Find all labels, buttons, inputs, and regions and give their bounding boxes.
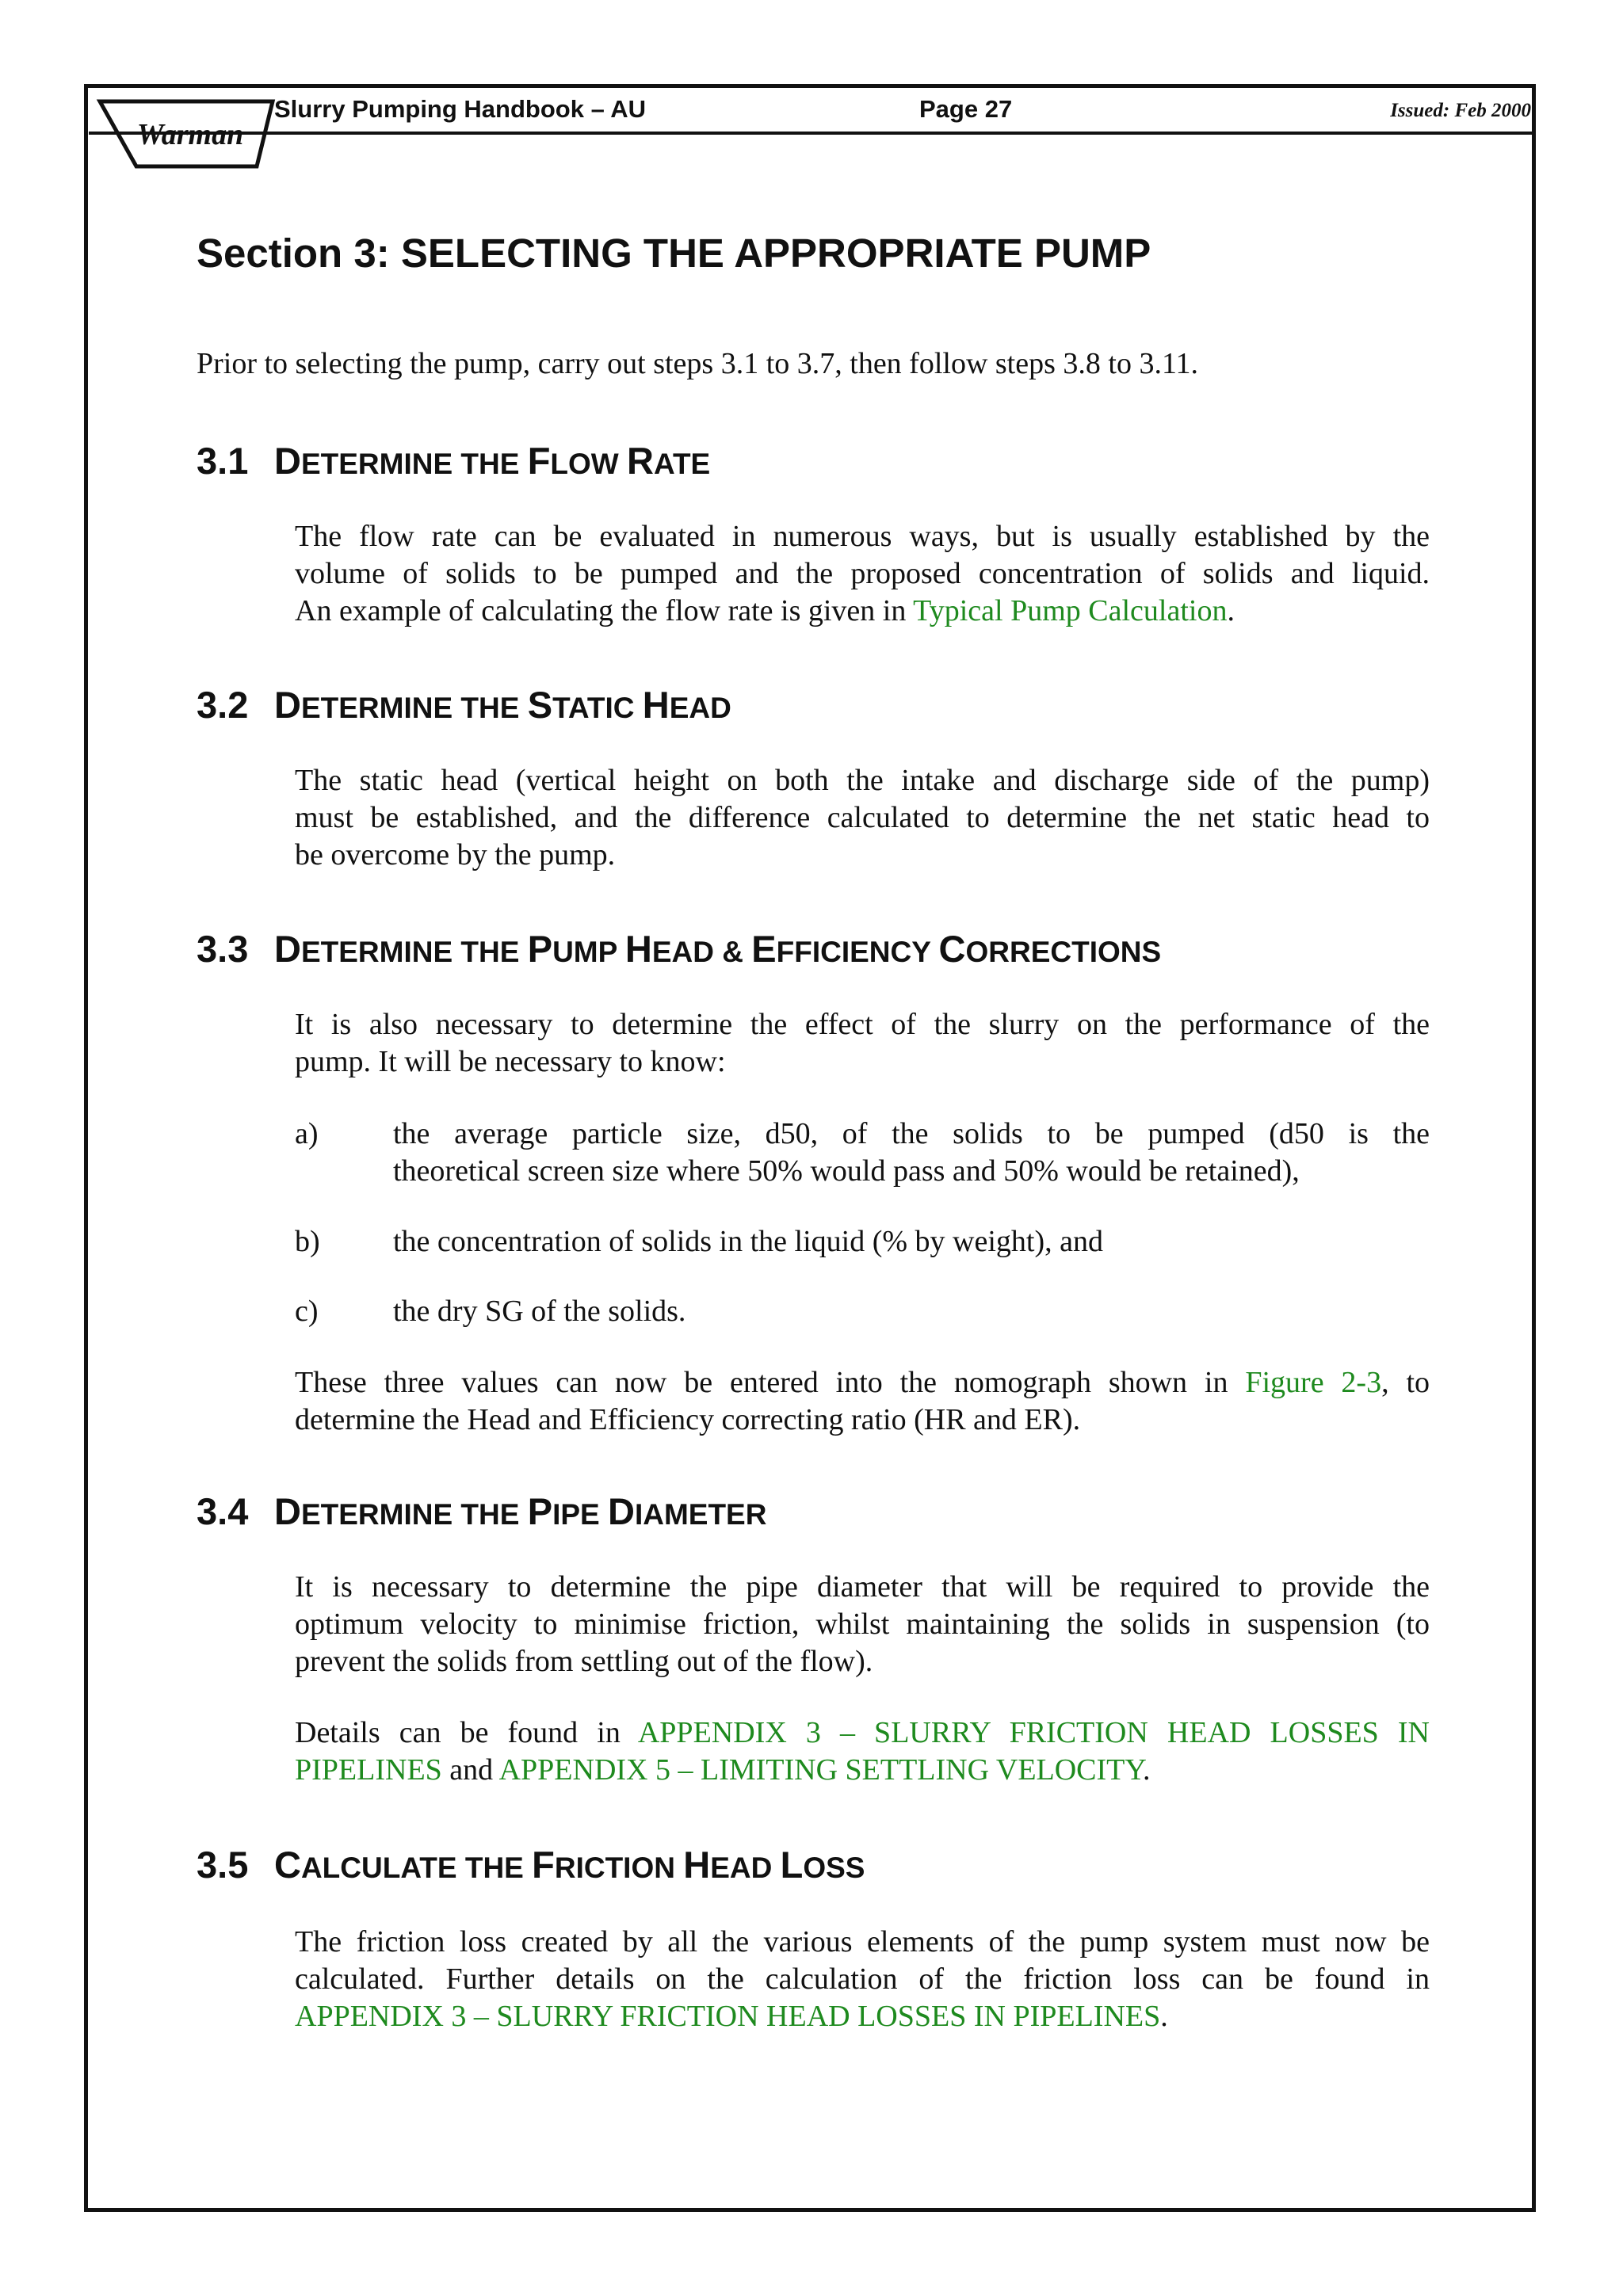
paragraph-3-3: It is also necessary to determine the effect of the slurry on the performance of the pump. It will be necessary to know:: [295, 1008, 1430, 1078]
link-typical-pump-calculation[interactable]: Typical Pump Calculation: [913, 594, 1228, 627]
heading-3-2: 3.2 DETERMINE THE STATIC HEAD: [197, 684, 731, 726]
link-appendix-3-cont[interactable]: PIPELINES: [295, 1753, 442, 1787]
page-number: Page 27: [919, 95, 1013, 123]
issued-date: Issued: Feb 2000: [1390, 100, 1531, 121]
header-title: Slurry Pumping Handbook – AU: [274, 95, 647, 123]
intro-paragraph: Prior to selecting the pump, carry out steps 3.1 to 3.7, then follow steps 3.8 to 3.11.: [197, 347, 1199, 380]
heading-3-4: 3.4 DETERMINE THE PIPE DIAMETER: [197, 1490, 767, 1532]
link-appendix-3-friction[interactable]: APPENDIX 3 – SLURRY FRICTION HEAD LOSSES IN PIPELINES: [295, 2000, 1161, 2033]
link-appendix-3[interactable]: APPENDIX 3 – SLURRY FRICTION HEAD LOSSES IN: [637, 1716, 1430, 1749]
paragraph-3-2: The static head (vertical height on both the intake and discharge side of the pump) must be established, and the difference calculated to determine the net static head to be overcome by the pump.: [295, 764, 1430, 871]
heading-3-3: 3.3 DETERMINE THE PUMP HEAD & EFFICIENCY CORRECTIONS: [197, 928, 1162, 970]
paragraph-3-5: The friction loss created by all the various elements of the pump system must now be calculated. Further details on the calculation of the friction loss can be found in APPENDIX 3 – SLURRY FRICTION HEAD LOSSES IN PIPELINES.: [295, 1925, 1430, 2033]
paragraph-3-4: It is necessary to determine the pipe diameter that will be required to provide the optimum velocity to minimise friction, whilst maintaining the solids in suspension (to prevent the solids from settling out of the flow).: [295, 1570, 1430, 1678]
section-title: Section 3: SELECTING THE APPROPRIATE PUMP: [197, 231, 1151, 276]
svg-text:Warman: Warman: [136, 118, 244, 151]
paragraph-3-1: The flow rate can be evaluated in numerous ways, but is usually established by the volume of solids to be pumped and the proposed concentration of solids and liquid. An example of calculating the flow rate is given in Typical Pump Calculation.: [295, 520, 1430, 627]
heading-3-5: 3.5 CALCULATE THE FRICTION HEAD LOSS: [197, 1844, 865, 1886]
warman-logo: [89, 87, 279, 170]
paragraph-3-4-details: Details can be found in APPENDIX 3 – SLURRY FRICTION HEAD LOSSES IN PIPELINES and APPENDIX 5 – LIMITING SETTLING VELOCITY.: [295, 1716, 1430, 1787]
heading-3-1: 3.1 DETERMINE THE FLOW RATE: [197, 440, 711, 482]
paragraph-3-3-after: These three values can now be entered into the nomograph shown in Figure 2-3, to determine the Head and Efficiency correcting ratio (HR and ER).: [295, 1366, 1430, 1436]
link-appendix-5[interactable]: APPENDIX 5 – LIMITING SETTLING VELOCITY: [498, 1753, 1143, 1787]
link-figure-2-3[interactable]: Figure 2-3: [1245, 1366, 1382, 1399]
header-rule: [89, 132, 1534, 135]
